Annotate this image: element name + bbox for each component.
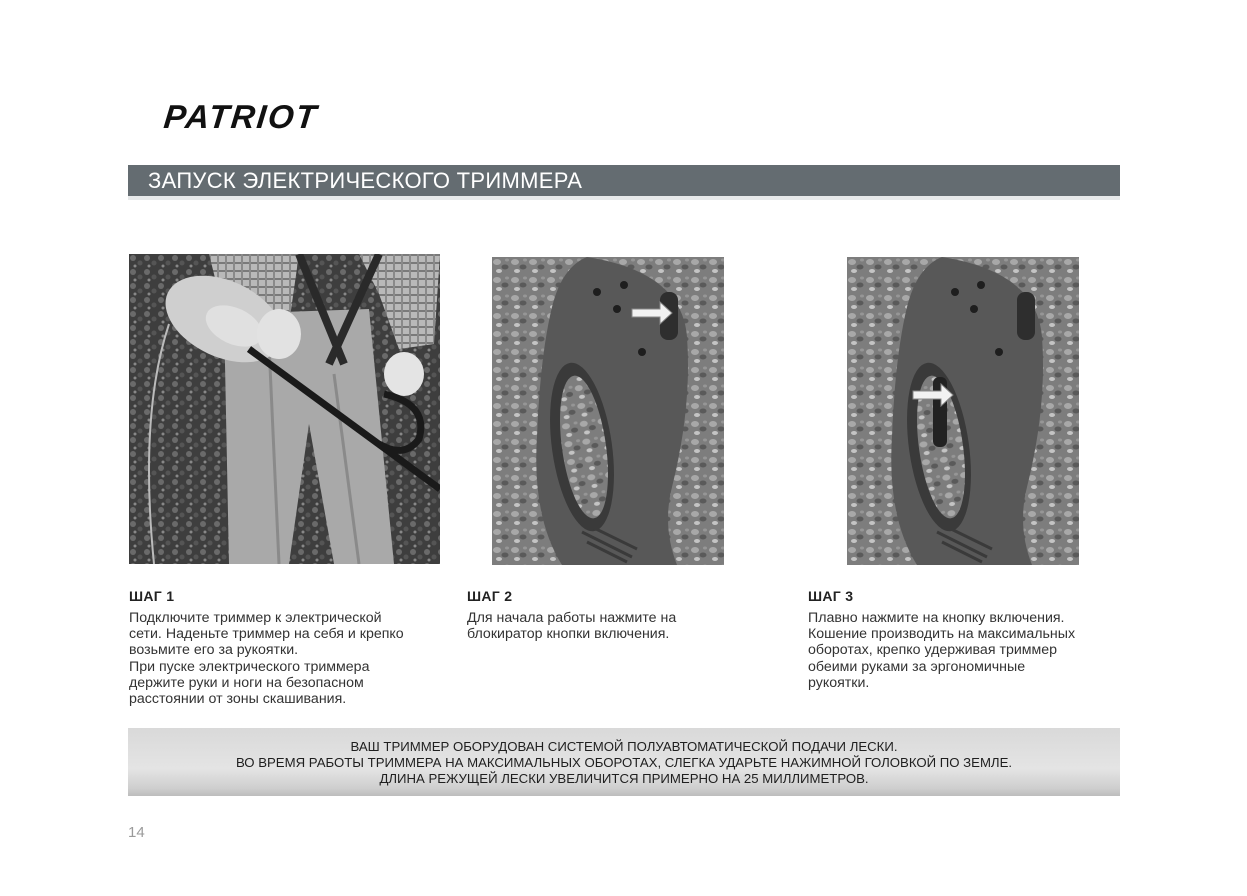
notice-line: ВАШ ТРИММЕР ОБОРУДОВАН СИСТЕМОЙ ПОЛУАВТОМАТИЧЕСКОЙ ПОДАЧИ ЛЕСКИ. xyxy=(350,739,898,754)
step-text-line: Подключите триммер к электрической xyxy=(129,610,382,626)
step-text-line: расстоянии от зоны скашивания. xyxy=(129,691,347,708)
photo-person-with-trimmer xyxy=(129,254,440,564)
step-1 xyxy=(129,588,469,707)
step-heading: ШАГ 3 xyxy=(808,588,854,604)
title-bar-shadow xyxy=(128,196,1120,200)
step-text-line: При пуске электрического триммера xyxy=(129,658,370,675)
section-title: ЗАПУСК ЭЛЕКТРИЧЕСКОГО ТРИММЕРА xyxy=(148,168,583,193)
step-2 xyxy=(467,588,807,642)
step-text-line: возьмите его за рукоятки. xyxy=(129,642,299,659)
step-text-line: оборотах, крепко удерживая триммер xyxy=(808,642,1058,659)
step-heading: ШАГ 1 xyxy=(129,588,175,604)
notice-line: ДЛИНА РЕЖУЩЕЙ ЛЕСКИ УВЕЛИЧИТСЯ ПРИМЕРНО НА 25 МИЛЛИМЕТРОВ. xyxy=(379,771,869,786)
notice-box xyxy=(128,728,1120,796)
step-3 xyxy=(808,588,1148,691)
brand-logo: PATRIOT xyxy=(162,98,320,135)
step-text-line: обеими руками за эргономичные xyxy=(808,658,1026,675)
section-title-bar xyxy=(128,165,1120,196)
step-text-line: держите руки и ноги на безопасном xyxy=(129,674,364,691)
step-heading: ШАГ 2 xyxy=(467,588,513,604)
step-text-line: Плавно нажмите на кнопку включения. xyxy=(808,610,1065,626)
notice-line: ВО ВРЕМЯ РАБОТЫ ТРИММЕРА НА МАКСИМАЛЬНЫХ ОБОРОТАХ, СЛЕГКА УДАРЬТЕ НАЖИМНОЙ ГОЛОВКОЙ ПО ЗЕМЛЕ. xyxy=(235,755,1013,770)
photo-handle-lock-button xyxy=(492,257,724,565)
page-number: 14 xyxy=(128,824,145,841)
step-text-line: Для начала работы нажмите на xyxy=(467,610,677,626)
step-text-line: блокиратор кнопки включения. xyxy=(467,626,670,643)
step-text-line: рукоятки. xyxy=(808,674,870,691)
step-text-line: сети. Наденьте триммер на себя и крепко xyxy=(129,626,404,643)
step-text-line: Кошение производить на максимальных xyxy=(808,626,1076,643)
photo-handle-trigger xyxy=(847,257,1079,565)
